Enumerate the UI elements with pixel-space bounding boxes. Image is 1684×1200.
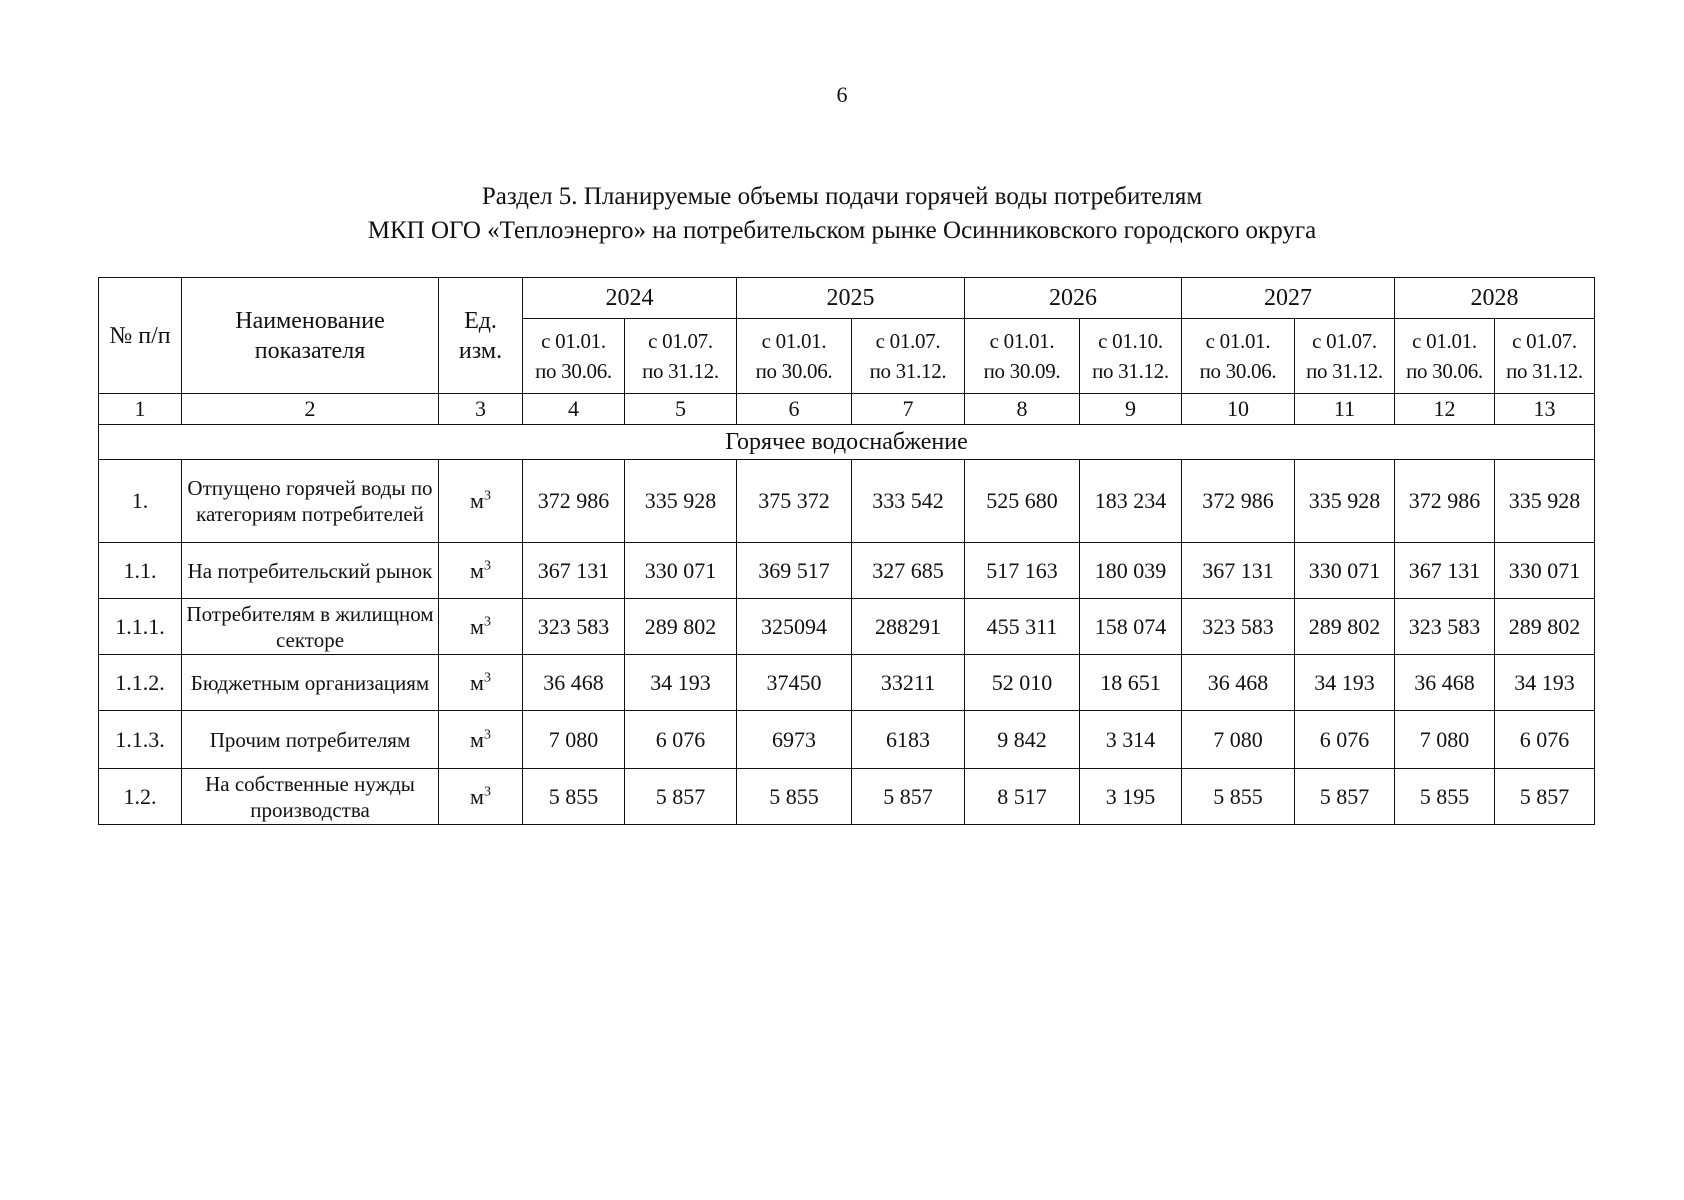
value-cell: 37450 — [737, 655, 852, 711]
period-from: с 01.01. — [761, 329, 827, 353]
value-cell: 369 517 — [737, 543, 852, 599]
title-line-1: Раздел 5. Планируемые объемы подачи горячей воды потребителям — [481, 183, 1203, 210]
value-cell: 6 076 — [1295, 711, 1395, 769]
title-line-2: МКП ОГО «Теплоэнерго» на потребительском рынке Осинниковского городского округа — [367, 217, 1317, 244]
column-number: 13 — [1495, 394, 1595, 425]
header-period — [737, 319, 852, 394]
unit-cell — [439, 769, 523, 825]
value-cell: 375 372 — [737, 460, 852, 543]
unit-exponent: 3 — [483, 727, 491, 743]
indicator-name: Отпущено горячей воды по категориям потребителей — [182, 460, 439, 543]
period-from: с 01.07. — [648, 329, 713, 353]
value-cell: 5 857 — [1295, 769, 1395, 825]
value-cell: 34 193 — [1495, 655, 1595, 711]
header-year: 2026 — [965, 278, 1182, 319]
column-number: 1 — [99, 394, 182, 425]
value-cell: 183 234 — [1080, 460, 1182, 543]
period-to: по 30.09. — [983, 359, 1061, 383]
header-period — [1495, 319, 1595, 394]
unit-exponent: 3 — [483, 614, 491, 630]
unit-cell — [439, 460, 523, 543]
row-number: 1.2. — [99, 769, 182, 825]
value-cell: 9 842 — [965, 711, 1080, 769]
unit-base: м — [470, 613, 484, 639]
value-cell: 330 071 — [1295, 543, 1395, 599]
header-year: 2027 — [1182, 278, 1395, 319]
page-number: 6 — [836, 82, 848, 107]
unit-cell — [439, 599, 523, 655]
header-col-num: № п/п — [99, 278, 182, 394]
header-col-name: Наименование показателя — [182, 278, 439, 394]
value-cell: 289 802 — [625, 599, 737, 655]
period-from: с 01.07. — [1312, 329, 1377, 353]
value-cell: 7 080 — [1182, 711, 1295, 769]
column-number: 6 — [737, 394, 852, 425]
unit-base: м — [470, 557, 484, 583]
row-number: 1. — [99, 460, 182, 543]
header-period — [852, 319, 965, 394]
value-cell: 7 080 — [1395, 711, 1495, 769]
value-cell: 6183 — [852, 711, 965, 769]
value-cell: 327 685 — [852, 543, 965, 599]
period-to: по 30.06. — [755, 359, 833, 383]
value-cell: 517 163 — [965, 543, 1080, 599]
header-year: 2028 — [1395, 278, 1595, 319]
row-number: 1.1.3. — [99, 711, 182, 769]
header-period — [1395, 319, 1495, 394]
section-title: Горячее водоснабжение — [99, 425, 1595, 460]
value-cell: 5 855 — [523, 769, 625, 825]
period-from: с 01.10. — [1098, 329, 1163, 353]
column-number: 10 — [1182, 394, 1295, 425]
column-number: 11 — [1295, 394, 1395, 425]
value-cell: 5 855 — [737, 769, 852, 825]
column-number: 4 — [523, 394, 625, 425]
value-cell: 325094 — [737, 599, 852, 655]
row-number: 1.1. — [99, 543, 182, 599]
column-number: 9 — [1080, 394, 1182, 425]
value-cell: 180 039 — [1080, 543, 1182, 599]
value-cell: 372 986 — [1182, 460, 1295, 543]
value-cell: 52 010 — [965, 655, 1080, 711]
period-to: по 31.12. — [642, 359, 719, 383]
value-cell: 158 074 — [1080, 599, 1182, 655]
period-to: по 31.12. — [869, 359, 947, 383]
column-number: 12 — [1395, 394, 1495, 425]
value-cell: 6973 — [737, 711, 852, 769]
unit-base: м — [470, 488, 484, 513]
hot-water-volumes-table — [98, 277, 1595, 825]
period-to: по 31.12. — [1506, 359, 1583, 383]
header-period — [625, 319, 737, 394]
unit-base: м — [470, 669, 484, 695]
indicator-name: На собственные нужды производства — [182, 769, 439, 825]
table-row — [99, 655, 1595, 711]
period-to: по 30.06. — [535, 359, 612, 383]
indicator-name: Бюджетным организациям — [182, 655, 439, 711]
value-cell: 3 195 — [1080, 769, 1182, 825]
value-cell: 5 857 — [1495, 769, 1595, 825]
column-number: 8 — [965, 394, 1080, 425]
unit-exponent: 3 — [483, 670, 491, 686]
header-row-years — [99, 278, 1595, 319]
section-row — [99, 425, 1595, 460]
value-cell: 6 076 — [625, 711, 737, 769]
value-cell: 323 583 — [523, 599, 625, 655]
unit-exponent: 3 — [483, 558, 491, 574]
value-cell: 367 131 — [523, 543, 625, 599]
value-cell: 8 517 — [965, 769, 1080, 825]
value-cell: 5 857 — [852, 769, 965, 825]
unit-exponent: 3 — [483, 784, 491, 800]
value-cell: 525 680 — [965, 460, 1080, 543]
header-period — [523, 319, 625, 394]
value-cell: 335 928 — [1295, 460, 1395, 543]
value-cell: 6 076 — [1495, 711, 1595, 769]
unit-cell — [439, 543, 523, 599]
period-from: с 01.07. — [875, 329, 941, 353]
period-from: с 01.07. — [1512, 329, 1577, 353]
value-cell: 36 468 — [1182, 655, 1295, 711]
document-title — [0, 180, 1684, 248]
period-from: с 01.01. — [541, 329, 606, 353]
period-to: по 31.12. — [1092, 359, 1169, 383]
value-cell: 34 193 — [1295, 655, 1395, 711]
value-cell: 330 071 — [625, 543, 737, 599]
unit-cell — [439, 655, 523, 711]
value-cell: 5 857 — [625, 769, 737, 825]
header-period — [1182, 319, 1295, 394]
period-to: по 30.06. — [1406, 359, 1483, 383]
table-row — [99, 543, 1595, 599]
value-cell: 5 855 — [1182, 769, 1295, 825]
period-to: по 30.06. — [1199, 359, 1277, 383]
header-row-column-numbers — [99, 394, 1595, 425]
period-to: по 31.12. — [1306, 359, 1383, 383]
value-cell: 289 802 — [1495, 599, 1595, 655]
header-period — [1080, 319, 1182, 394]
row-number: 1.1.1. — [99, 599, 182, 655]
table-row — [99, 460, 1595, 543]
table-row — [99, 599, 1595, 655]
value-cell: 455 311 — [965, 599, 1080, 655]
value-cell: 36 468 — [523, 655, 625, 711]
value-cell: 333 542 — [852, 460, 965, 543]
period-from: с 01.01. — [1412, 329, 1477, 353]
value-cell: 372 986 — [523, 460, 625, 543]
value-cell: 288291 — [852, 599, 965, 655]
unit-cell — [439, 711, 523, 769]
header-period — [965, 319, 1080, 394]
hot-water-volumes-table-container — [98, 277, 1594, 825]
header-year: 2025 — [737, 278, 965, 319]
column-number: 3 — [439, 394, 523, 425]
value-cell: 18 651 — [1080, 655, 1182, 711]
value-cell: 36 468 — [1395, 655, 1495, 711]
value-cell: 330 071 — [1495, 543, 1595, 599]
value-cell: 367 131 — [1182, 543, 1295, 599]
header-period — [1295, 319, 1395, 394]
column-number: 7 — [852, 394, 965, 425]
table-row — [99, 711, 1595, 769]
value-cell: 5 855 — [1395, 769, 1495, 825]
value-cell: 335 928 — [625, 460, 737, 543]
value-cell: 367 131 — [1395, 543, 1495, 599]
indicator-name: На потребительский рынок — [182, 543, 439, 599]
row-number: 1.1.2. — [99, 655, 182, 711]
unit-base: м — [470, 726, 484, 752]
value-cell: 335 928 — [1495, 460, 1595, 543]
value-cell: 323 583 — [1182, 599, 1295, 655]
unit-base: м — [470, 783, 484, 809]
value-cell: 7 080 — [523, 711, 625, 769]
column-number: 2 — [182, 394, 439, 425]
value-cell: 33211 — [852, 655, 965, 711]
value-cell: 372 986 — [1395, 460, 1495, 543]
value-cell: 34 193 — [625, 655, 737, 711]
indicator-name: Прочим потребителям — [182, 711, 439, 769]
period-from: с 01.01. — [1205, 329, 1271, 353]
period-from: с 01.01. — [989, 329, 1055, 353]
table-row — [99, 769, 1595, 825]
value-cell: 3 314 — [1080, 711, 1182, 769]
header-col-unit: Ед. изм. — [439, 278, 523, 394]
header-year: 2024 — [523, 278, 737, 319]
column-number: 5 — [625, 394, 737, 425]
indicator-name: Потребителям в жилищном секторе — [182, 599, 439, 655]
unit-exponent: 3 — [483, 488, 491, 504]
value-cell: 323 583 — [1395, 599, 1495, 655]
value-cell: 289 802 — [1295, 599, 1395, 655]
